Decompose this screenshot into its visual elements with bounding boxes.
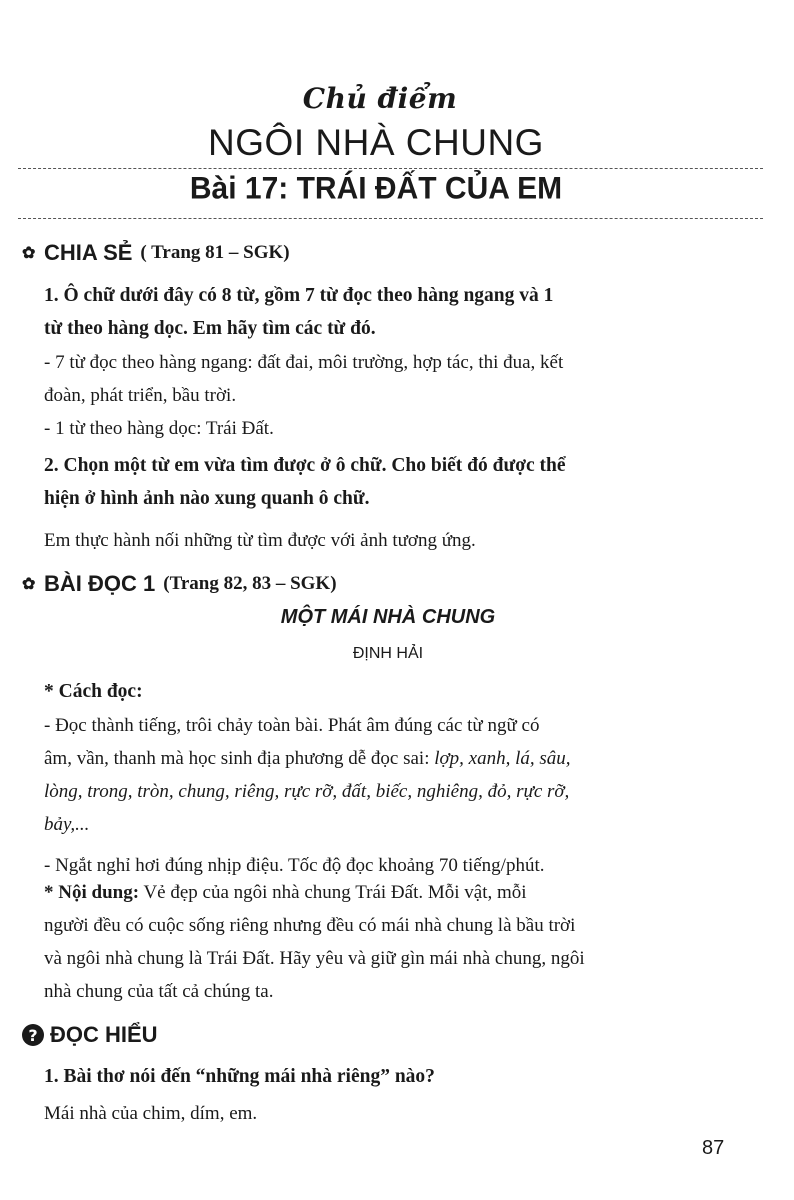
section-bai-doc <box>22 571 337 597</box>
content-line: nhà chung của tất cả chúng ta. <box>44 981 274 1002</box>
reading-line: - Ngắt nghỉ hơi đúng nhịp điệu. Tốc độ đọc khoảng 70 tiếng/phút. <box>44 855 545 876</box>
question-icon: ? <box>22 1024 44 1046</box>
section-chia-se <box>22 240 290 266</box>
content-line: người đều có cuộc sống riêng nhưng đều có mái nhà chung là bầu trời <box>44 915 576 936</box>
content-summary <box>44 876 744 1008</box>
question-line: từ theo hàng dọc. Em hãy tìm các từ đó. <box>44 318 376 339</box>
theme-label: Chủ điểm <box>302 82 458 115</box>
comprehension-question-1: 1. Bài thơ nói đến “những mái nhà riêng” nào? <box>44 1066 435 1087</box>
answer-1 <box>44 346 744 445</box>
comprehension-answer-1: Mái nhà của chim, dím, em. <box>44 1103 258 1124</box>
section-heading: BÀI ĐỌC 1 <box>44 571 156 596</box>
theme-title: NGÔI NHÀ CHUNG <box>208 122 544 163</box>
poem-author: ĐỊNH HẢI <box>352 645 424 662</box>
reading-words: lòng, trong, tròn, chung, riêng, rực rỡ, đất, biếc, nghiêng, đỏ, rực rỡ, <box>44 781 570 802</box>
answer-line: - 7 từ đọc theo hàng ngang: đất đai, môi trường, hợp tác, thi đua, kết <box>44 352 564 373</box>
reading-line <box>44 808 744 841</box>
question-line: hiện ở hình ảnh nào xung quanh ô chữ. <box>44 488 370 509</box>
lesson-title: Bài 17: TRÁI ĐẤT CỦA EM <box>189 171 563 206</box>
section-heading: CHIA SẺ <box>44 240 133 265</box>
page-number: 87 <box>702 1137 725 1159</box>
reading-line-text: âm, vần, thanh mà học sinh địa phương dễ đọc sai: <box>44 748 435 769</box>
question-line: 1. Ô chữ dưới đây có 8 từ, gồm 7 từ đọc theo hàng ngang và 1 <box>44 285 554 306</box>
answer-line: - 1 từ theo hàng dọc: Trái Đất. <box>44 418 274 439</box>
divider-top <box>18 168 763 169</box>
section-reference: (Trang 82, 83 – SGK) <box>163 573 337 594</box>
answer-line: đoàn, phát triển, bầu trời. <box>44 385 237 406</box>
section-heading: ĐỌC HIỂU <box>50 1022 158 1047</box>
poem-title: MỘT MÁI NHÀ CHUNG <box>280 606 496 628</box>
reading-line <box>44 775 744 808</box>
answer-2: Em thực hành nối những từ tìm được với ảnh tương ứng. <box>44 530 476 551</box>
content-line <box>44 876 744 909</box>
divider-bottom <box>18 218 763 219</box>
flower-icon: ✿ <box>22 576 36 593</box>
reading-line <box>44 742 744 775</box>
content-line: và ngôi nhà chung là Trái Đất. Hãy yêu và giữ gìn mái nhà chung, ngôi <box>44 948 585 969</box>
content-label: * Nội dung: <box>44 882 140 903</box>
question-line: 2. Chọn một từ em vừa tìm được ở ô chữ. Cho biết đó được thể <box>44 455 566 476</box>
section-doc-hieu <box>22 1022 158 1048</box>
reading-words: lợp, xanh, lá, sâu, <box>434 748 571 769</box>
section-reference: ( Trang 81 – SGK) <box>140 242 290 263</box>
reading-method-label: * Cách đọc: <box>44 681 143 702</box>
reading-words: bảy,... <box>44 814 90 835</box>
content-text: Vẻ đẹp của ngôi nhà chung Trái Đất. Mỗi vật, mỗi <box>139 882 527 903</box>
question-2 <box>44 449 744 515</box>
flower-icon: ✿ <box>22 245 36 262</box>
question-1 <box>44 279 744 345</box>
reading-line: - Đọc thành tiếng, trôi chảy toàn bài. Phát âm đúng các từ ngữ có <box>44 715 540 736</box>
reading-method <box>44 709 744 882</box>
